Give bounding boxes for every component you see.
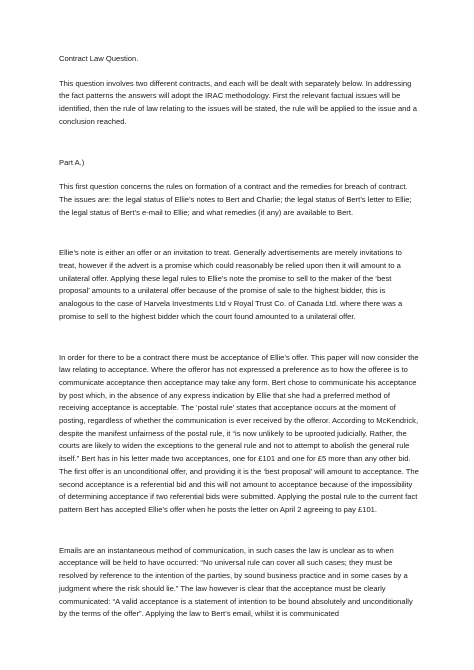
intro-paragraph: This question involves two different contracts, and each will be dealt with separately below. In addressing the fact patterns the answers will adopt the IRAC methodology. First the relevant factual issues will be identified, then the rule of law relating to the issues will be stated, the rule will be applied to the issue and a conclusion reached. (59, 78, 417, 126)
spacer (59, 219, 419, 247)
spacer (59, 324, 419, 352)
paragraph-email: Emails are an instantaneous method of communication, in such cases the law is unclear as to when acceptance will be held to have occurred: “No universal rule can cover all such cases; they must be resolved by reference to the intention of the parties, by sound business practice and in some cases by a judgment where the risk should lie.” The law however is clear that the acceptance must be clearly communicated: “A valid acceptance is a statement of intention to be bound absolutely and unconditionally by the terms of the offer”. Applying the law to Bert’s email, whilst it is communicated (59, 545, 413, 619)
document-body (59, 53, 419, 621)
paragraph-issues: This first question concerns the rules on formation of a contract and the remedies for breach of contract. The issues are: the legal status of Ellie’s notes to Bert and Charlie; the legal status of Bert’s letter to Ellie; the legal status of Bert’s e-mail to Ellie; and what remedies (if any) are available to Bert. (59, 182, 412, 217)
part-heading: Part A.) (59, 157, 85, 167)
spacer (59, 66, 419, 78)
spacer (59, 517, 419, 545)
paragraph-offer: Ellie’s note is either an offer or an invitation to treat. Generally advertisements are merely invitations to treat, however if the advert is a promise which could reasonably be relied upon then it will amount to a unilateral offer. Applying these legal rules to Ellie’s note the promise to sell to the maker of the ‘best proposal’ amounts to a unilateral offer because of the promise of sale to the highest bidder, this is analogous to the case of Harvela Investments Ltd v Royal Trust Co. of Canada Ltd. where there was a promise to sell to the highest bidder which the court found amounted to a unilateral offer. (59, 248, 403, 321)
document-title: Contract Law Question. (59, 54, 139, 63)
paragraph-acceptance: In order for there to be a contract there must be acceptance of Ellie’s offer. This paper will now consider the law relating to acceptance. Where the offeror has not expressed a preference as to how the offeree is to communicate acceptance then acceptance may take any form. Bert chose to communicate his acceptance by post which, in the absence of any express indication by Ellie that she had a preferred method of receiving acceptance is acceptable. The ‘postal rule’ states that acceptance occurs at the moment of posting, regardless of whether the communication is ever received by the offeror. According to McKendrick, despite the manifest unfairness of the postal rule, it “is now unlikely to be uprooted judicially. Rather, the courts are likely to widen the exceptions to the general rule and not to attempt to abolish the general rule itself.” Bert has in his letter made two acceptances, one for £101 and one for £5 more than any other bid. The first offer is an unconditional offer, and providing it is the ‘best proposal’ will amount to acceptance. The second acceptance is a referential bid and this will not amount to acceptance because of the impossibility of determining acceptance if two referential bids were submitted. Applying the postal rule to the current fact pattern Bert has accepted Ellie’s offer when he posts the letter on April 2 agreeing to pay £101. (59, 352, 419, 514)
spacer (59, 129, 419, 157)
spacer (59, 169, 419, 181)
